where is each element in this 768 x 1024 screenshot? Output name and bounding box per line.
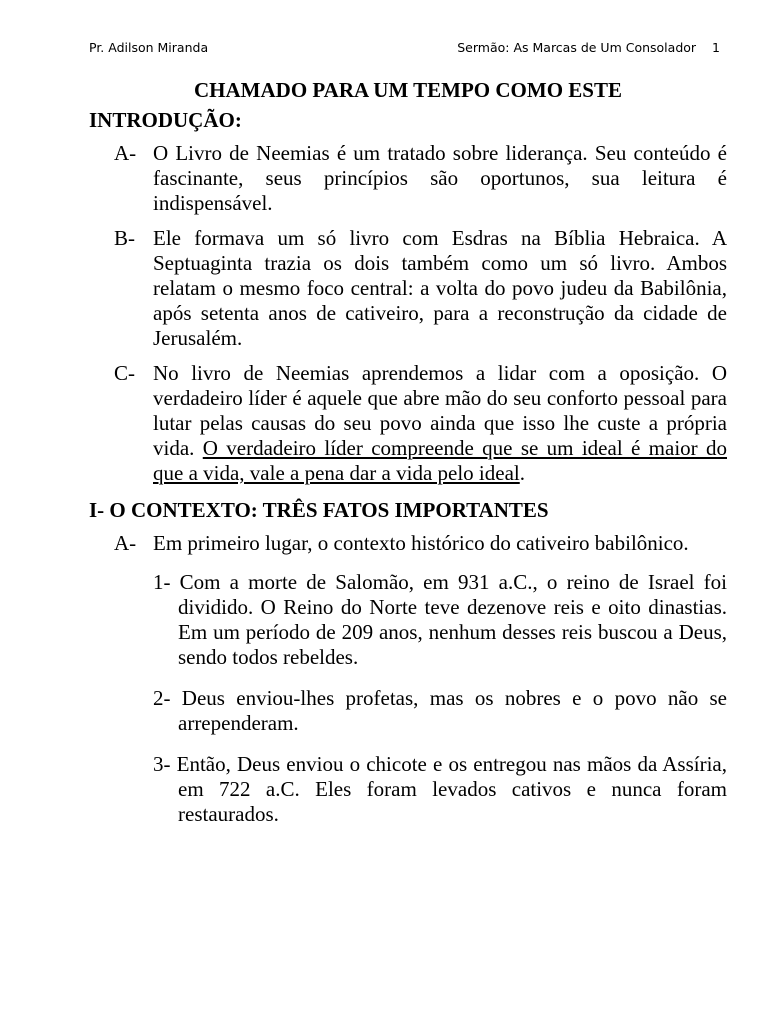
header-sermon-title: Sermão: As Marcas de Um Consolador bbox=[457, 40, 697, 55]
subitem-2: 2- Deus enviou-lhes profetas, mas os nobres e o povo não se arrependeram. bbox=[153, 686, 727, 735]
item-text: O Livro de Neemias é um tratado sobre liderança. Seu conteúdo é fascinante, seus princípios são oportunos, sua leitura é indispensável. bbox=[153, 141, 727, 215]
intro-item-c bbox=[114, 361, 727, 486]
item-text: Ele formava um só livro com Esdras na Bíblia Hebraica. A Septuaginta trazia os dois também como um só livro. Ambos relatam o mesmo foco central: a volta do povo judeu da Babilônia, após setenta anos de cativeiro, para a reconstrução da cidade de Jerusalém. bbox=[153, 226, 727, 350]
document-title: CHAMADO PARA UM TEMPO COMO ESTE bbox=[194, 78, 622, 102]
intro-heading: INTRODUÇÃO: bbox=[89, 108, 242, 132]
section-1-heading: I- O CONTEXTO: TRÊS FATOS IMPORTANTES bbox=[89, 498, 549, 522]
subitem-3: 3- Então, Deus enviou o chicote e os entregou nas mãos da Assíria, em 722 a.C. Eles foram levados cativos e nunca foram restaurados. bbox=[153, 752, 727, 826]
item-text-plain: No livro de Neemias aprendemos a lidar com a oposição. O verdadeiro líder é aquele que abre mão do seu conforto pessoal para lutar pelas causas do seu povo ainda que isso lhe custe a própria vida. bbox=[153, 361, 727, 460]
document-body bbox=[89, 78, 727, 843]
page-number: 1 bbox=[712, 40, 720, 55]
item-letter: C- bbox=[114, 361, 135, 385]
header-author: Pr. Adilson Miranda bbox=[89, 40, 209, 55]
item-text: Em primeiro lugar, o contexto histórico do cativeiro babilônico. bbox=[153, 531, 689, 555]
item-text-end: . bbox=[519, 461, 525, 485]
subitem-1: 1- Com a morte de Salomão, em 931 a.C., o reino de Israel foi dividido. O Reino do Norte teve dezenove reis e oito dinastias. Em um período de 209 anos, nenhum desses reis buscou a Deus, sendo todos rebeldes. bbox=[153, 570, 727, 669]
intro-item-a bbox=[114, 141, 727, 216]
item-letter: A- bbox=[114, 531, 137, 555]
header-right bbox=[457, 40, 720, 55]
section-1-item-a bbox=[114, 531, 727, 556]
page-header bbox=[89, 40, 720, 55]
intro-item-b bbox=[114, 226, 727, 351]
underlined-quote: O verdadeiro líder compreende que se um ideal é maior do que a vida, vale a pena dar a vida pelo ideal bbox=[153, 436, 727, 485]
item-letter: A- bbox=[114, 141, 137, 165]
item-letter: B- bbox=[114, 226, 135, 250]
item-text bbox=[153, 361, 727, 486]
